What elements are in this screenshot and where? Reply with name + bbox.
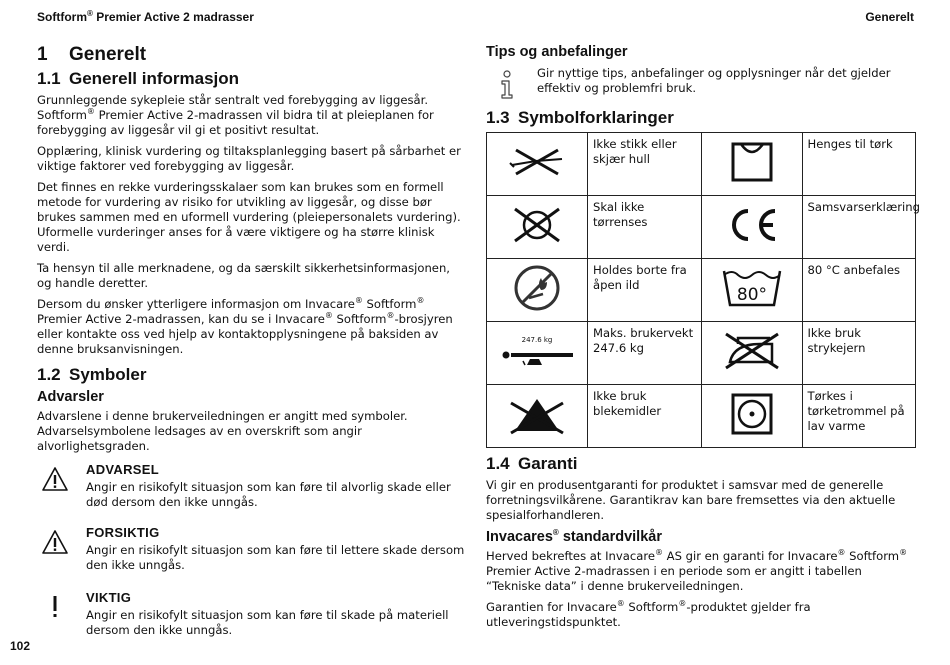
symbol-table (486, 132, 920, 448)
subheading-standard-terms: Invacares® standardvilkår (486, 528, 662, 545)
symbol-label: Maks. brukervekt 247.6 kg (588, 322, 702, 385)
page-number: 102 (10, 639, 31, 653)
notice-title: FORSIKTIG (86, 525, 160, 540)
section-heading-1-4: 1.4 Garanti (486, 454, 578, 473)
symbol-label: Samsvarserklæring (802, 196, 916, 259)
left-column (37, 44, 467, 638)
no-open-flame-icon (513, 264, 561, 312)
wash-temperature-label: 80° (736, 284, 767, 305)
section-heading-1-2: 1.2 Symboler (37, 365, 147, 384)
symbol-label: Ikke bruk blekemidler (588, 385, 702, 448)
running-header-section: Generelt (865, 10, 914, 24)
table-row (487, 259, 916, 322)
tumble-dry-low-icon (730, 392, 774, 436)
weight-label: 247.6 kg (521, 335, 553, 344)
symbol-label: 80 °C anbefales (802, 259, 916, 322)
paragraph: Grunnleggende sykepleie står sentralt ved forebygging av liggesår. Softform® Premier Active 2-madrassen vil bidra til at pleieplanen for forebygging av liggesår vil gi et positivt resultat. (37, 93, 434, 137)
notice-warning (37, 462, 467, 510)
symbol-label: Skal ikke tørrenses (588, 196, 702, 259)
paragraph: Ta hensyn til alle merknadene, og da særskilt sikkerhetsinformasjonen, og handle deretter. (37, 261, 450, 290)
table-row (487, 196, 916, 259)
right-column (486, 44, 920, 636)
symbol-label: Henges til tørk (802, 133, 916, 196)
notice-important (37, 590, 467, 638)
notice-caution (37, 525, 467, 573)
symbol-label: Tørkes i tørketrommel på lav varme (802, 385, 916, 448)
exclamation-icon (41, 594, 69, 620)
paragraph: Dersom du ønsker ytterligere informasjon om Invacare® Softform® Premier Active 2-madrassen, kan du se i Invacare® Softform®-brosjyren eller kontakte oss ved hjelp av kontaktopplysningene på baksiden av denne bruksanvisningen. (37, 296, 453, 356)
warning-triangle-icon (41, 529, 69, 555)
section-heading-1-1: 1.1 Generell informasjon (37, 69, 240, 88)
info-icon (498, 70, 516, 100)
no-iron-icon (720, 330, 784, 372)
notice-text: Angir en risikofylt situasjon som kan føre til alvorlig skade eller død dersom den ikke unngås. (86, 480, 451, 509)
ce-mark-icon (723, 205, 781, 245)
tips-block (486, 66, 916, 96)
notice-title: ADVARSEL (86, 462, 159, 477)
paragraph: Vi gir en produsentgaranti for produktet i samsvar med de generelle forretningsvilkårene. Garantikrav kan bare fremsettes via den aktuelle spesialforhandleren. (486, 478, 896, 522)
hang-dry-icon (729, 140, 775, 184)
section-heading-1-3: 1.3 Symbolforklaringer (486, 108, 674, 127)
subheading-tips: Tips og anbefalinger (486, 44, 628, 60)
symbol-label: Ikke bruk strykejern (802, 322, 916, 385)
paragraph: Opplæring, klinisk vurdering og tiltaksplanlegging basert på sårbarhet er viktige faktorer ved forebygging av liggesår. (37, 144, 461, 173)
symbol-label: Ikke stikk eller skjær hull (588, 133, 702, 196)
paragraph: Det finnes en rekke vurderingsskalaer som kan brukes som en formell metode for vurdering av risiko for utvikling av liggesår, og disse bør brukes sammen med en uformell vurdering (pleiepersonalets vurdering). Uformelle vurderinger anses for å være viktigere og ha større klinisk verdi. (37, 180, 461, 254)
wash-80-icon (720, 267, 784, 309)
symbol-label: Holdes borte fra åpen ild (588, 259, 702, 322)
notice-title: VIKTIG (86, 590, 132, 605)
table-row (487, 322, 916, 385)
table-row (487, 385, 916, 448)
running-header-title: Softform® Premier Active 2 madrasser (37, 9, 254, 24)
table-row (487, 133, 916, 196)
tips-text: Gir nyttige tips, anbefalinger og opplysninger når det gjelder effektiv og problemfri bruk. (537, 66, 891, 95)
subheading-warnings: Advarsler (37, 389, 104, 405)
no-bleach-icon (507, 393, 567, 435)
paragraph: Herved bekreftes at Invacare® AS gir en garanti for Invacare® Softform® Premier Active 2-madrassen i en periode som er angitt i tabellen “Tekniske data” i denne brukerveiledningen. (486, 548, 908, 593)
no-iron-stick-icon (506, 147, 568, 177)
max-user-weight-icon (497, 331, 577, 371)
warning-triangle-icon (41, 466, 69, 492)
chapter-heading: 1 Generelt (37, 44, 147, 65)
notice-text: Angir en risikofylt situasjon som kan føre til skade på materiell dersom den ikke unngås. (86, 608, 449, 637)
paragraph: Garantien for Invacare® Softform®-produktet gjelder fra utleveringstidspunktet. (486, 599, 811, 629)
no-dry-clean-icon (509, 205, 565, 245)
paragraph: Advarslene i denne brukerveiledningen er angitt med symboler. Advarselsymbolene ledsages av en overskrift som angir alvorlighetsgraden. (37, 409, 408, 453)
notice-text: Angir en risikofylt situasjon som kan føre til lettere skade dersom den ikke unngås. (86, 543, 465, 572)
